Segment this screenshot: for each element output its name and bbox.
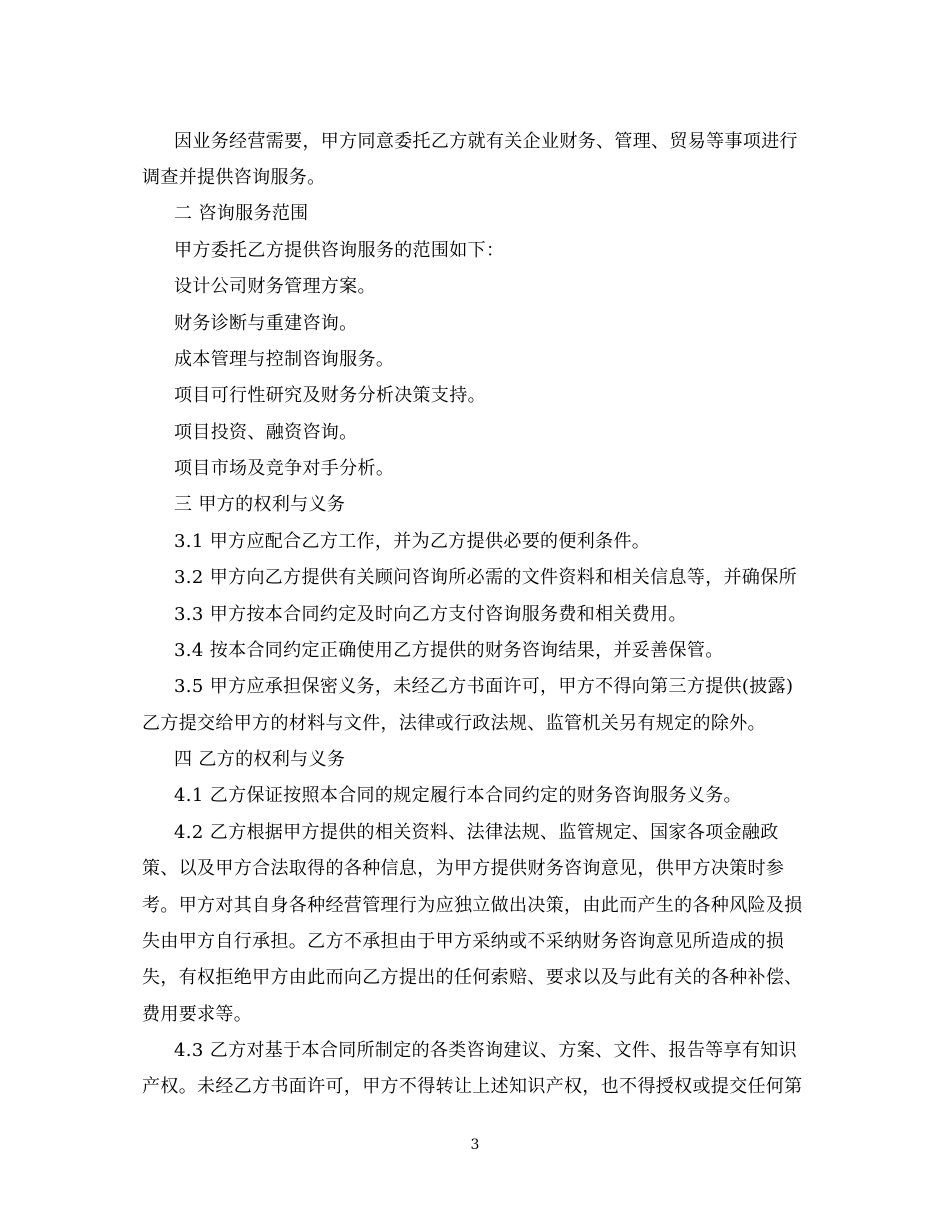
list-item: 成本管理与控制咨询服务。 xyxy=(174,349,395,370)
clause-line: 3.4 按本合同约定正确使用乙方提供的财务咨询结果，并妥善保管。 xyxy=(174,640,724,661)
clause-line: 失，有权拒绝甲方由此而向乙方提出的任何索赔、要求以及与此有关的各种补偿、 xyxy=(142,967,803,988)
clause-line: 4.1 乙方保证按照本合同的规定履行本合同约定的财务咨询服务义务。 xyxy=(174,785,742,806)
list-item: 财务诊断与重建咨询。 xyxy=(174,313,358,334)
clause-line: 3.1 甲方应配合乙方工作，并为乙方提供必要的便利条件。 xyxy=(174,531,651,552)
clause-line: 考。甲方对其自身各种经营管理行为应独立做出决策，由此而产生的各种风险及损 xyxy=(142,895,803,916)
section-heading: 三 甲方的权利与义务 xyxy=(174,494,346,515)
section-heading: 二 咨询服务范围 xyxy=(174,203,309,224)
clause-line: 策、以及甲方合法取得的各种信息，为甲方提供财务咨询意见，供甲方决策时参 xyxy=(142,858,785,879)
list-item: 项目市场及竞争对手分析。 xyxy=(174,458,395,479)
list-item: 项目可行性研究及财务分析决策支持。 xyxy=(174,385,486,406)
paragraph-line: 因业务经营需要，甲方同意委托乙方就有关企业财务、管理、贸易等事项进行 xyxy=(174,131,798,152)
clause-line: 4.2 乙方根据甲方提供的相关资料、法律法规、监管规定、国家各项金融政 xyxy=(174,822,779,843)
section-heading: 四 乙方的权利与义务 xyxy=(174,749,346,770)
paragraph-line: 调查并提供咨询服务。 xyxy=(142,167,326,188)
clause-line: 产权。未经乙方书面许可，甲方不得转让上述知识产权，也不得授权或提交任何第 xyxy=(142,1076,803,1097)
clause-line: 3.5 甲方应承担保密义务，未经乙方书面许可，甲方不得向第三方提供(披露) xyxy=(174,676,794,697)
page-number: 3 xyxy=(470,1137,480,1153)
clause-line: 4.3 乙方对基于本合同所制定的各类咨询建议、方案、文件、报告等享有知识 xyxy=(174,1040,797,1061)
clause-line: 失由甲方自行承担。乙方不承担由于甲方采纳或不采纳财务咨询意见所造成的损 xyxy=(142,931,785,952)
clause-line: 3.2 甲方向乙方提供有关顾问咨询所必需的文件资料和相关信息等，并确保所 xyxy=(174,567,797,588)
list-item: 设计公司财务管理方案。 xyxy=(174,276,376,297)
clause-line: 费用要求等。 xyxy=(142,1004,253,1025)
paragraph-line: 甲方委托乙方提供咨询服务的范围如下： xyxy=(174,240,505,261)
clause-line: 3.3 甲方按本合同约定及时向乙方支付咨询服务费和相关费用。 xyxy=(174,604,687,625)
list-item: 项目投资、融资咨询。 xyxy=(174,422,358,443)
clause-line: 乙方提交给甲方的材料与文件，法律或行政法规、监管机关另有规定的除外。 xyxy=(142,713,766,734)
